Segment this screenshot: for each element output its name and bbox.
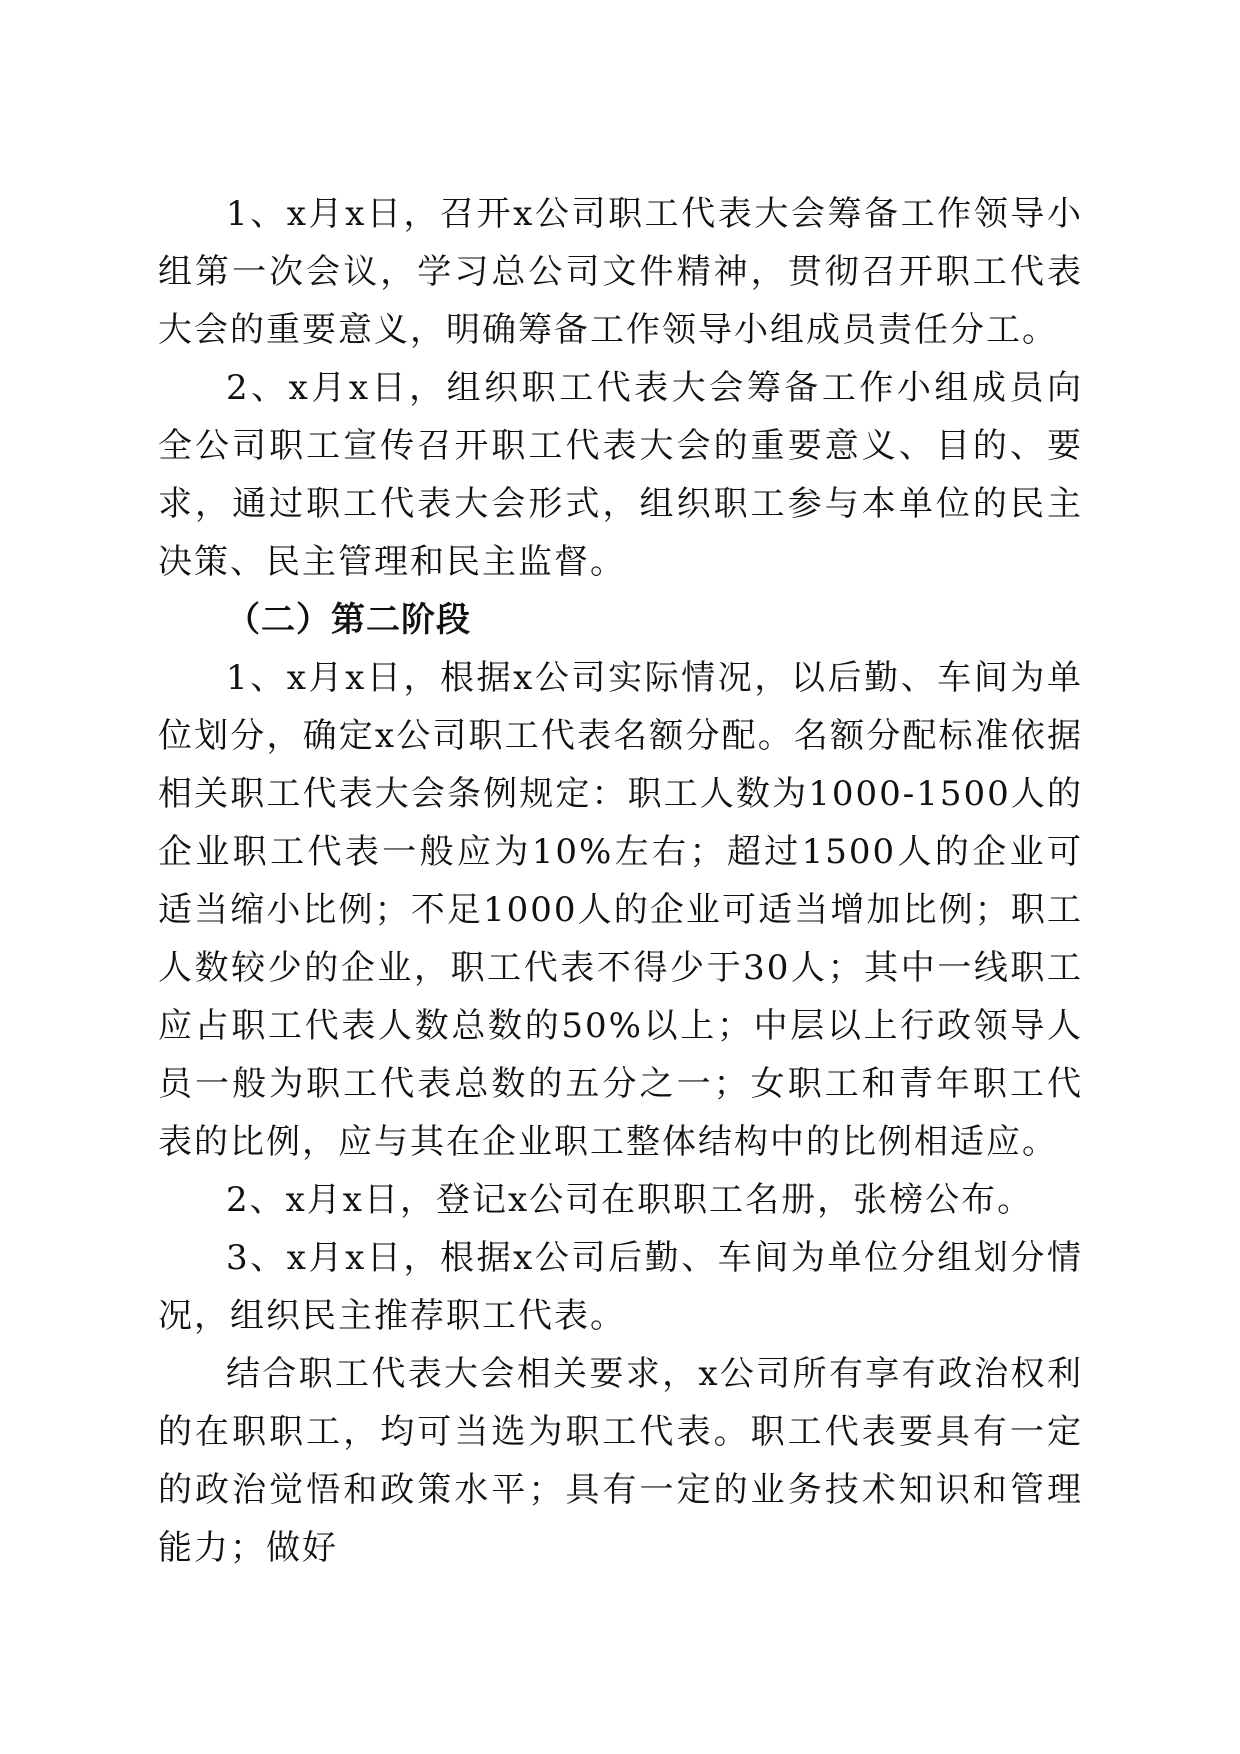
paragraph-stage1-item1: 1、x月x日，召开x公司职工代表大会筹备工作领导小组第一次会议，学习总公司文件精神，贯彻召开职工代表大会的重要意义，明确筹备工作领导小组成员责任分工。	[158, 194, 1083, 350]
document-page	[158, 185, 1083, 1577]
section-heading-stage2: （二）第二阶段	[226, 600, 471, 640]
paragraph-stage2-requirements: 结合职工代表大会相关要求，x公司所有享有政治权利的在职职工，均可当选为职工代表。职工代表要具有一定的政治觉悟和政策水平；具有一定的业务技术知识和管理能力；做好	[158, 1354, 1083, 1568]
paragraph-stage2-item1: 1、x月x日，根据x公司实际情况，以后勤、车间为单位划分，确定x公司职工代表名额分配。名额分配标准依据相关职工代表大会条例规定：职工人数为1000-1500人的企业职工代表一般应为10%左右；超过1500人的企业可适当缩小比例；不足1000人的企业可适当增加比例；职工人数较少的企业，职工代表不得少于30人；其中一线职工应占职工代表人数总数的50%以上；中层以上行政领导人员一般为职工代表总数的五分之一；女职工和青年职工代表的比例，应与其在企业职工整体结构中的比例相适应。	[158, 658, 1083, 1162]
paragraph-stage1-item2: 2、x月x日，组织职工代表大会筹备工作小组成员向全公司职工宣传召开职工代表大会的重要意义、目的、要求，通过职工代表大会形式，组织职工参与本单位的民主决策、民主管理和民主监督。	[158, 368, 1083, 582]
paragraph-stage2-item2: 2、x月x日，登记x公司在职职工名册，张榜公布。	[226, 1180, 1034, 1220]
paragraph-stage2-item3: 3、x月x日，根据x公司后勤、车间为单位分组划分情况，组织民主推荐职工代表。	[158, 1238, 1083, 1336]
